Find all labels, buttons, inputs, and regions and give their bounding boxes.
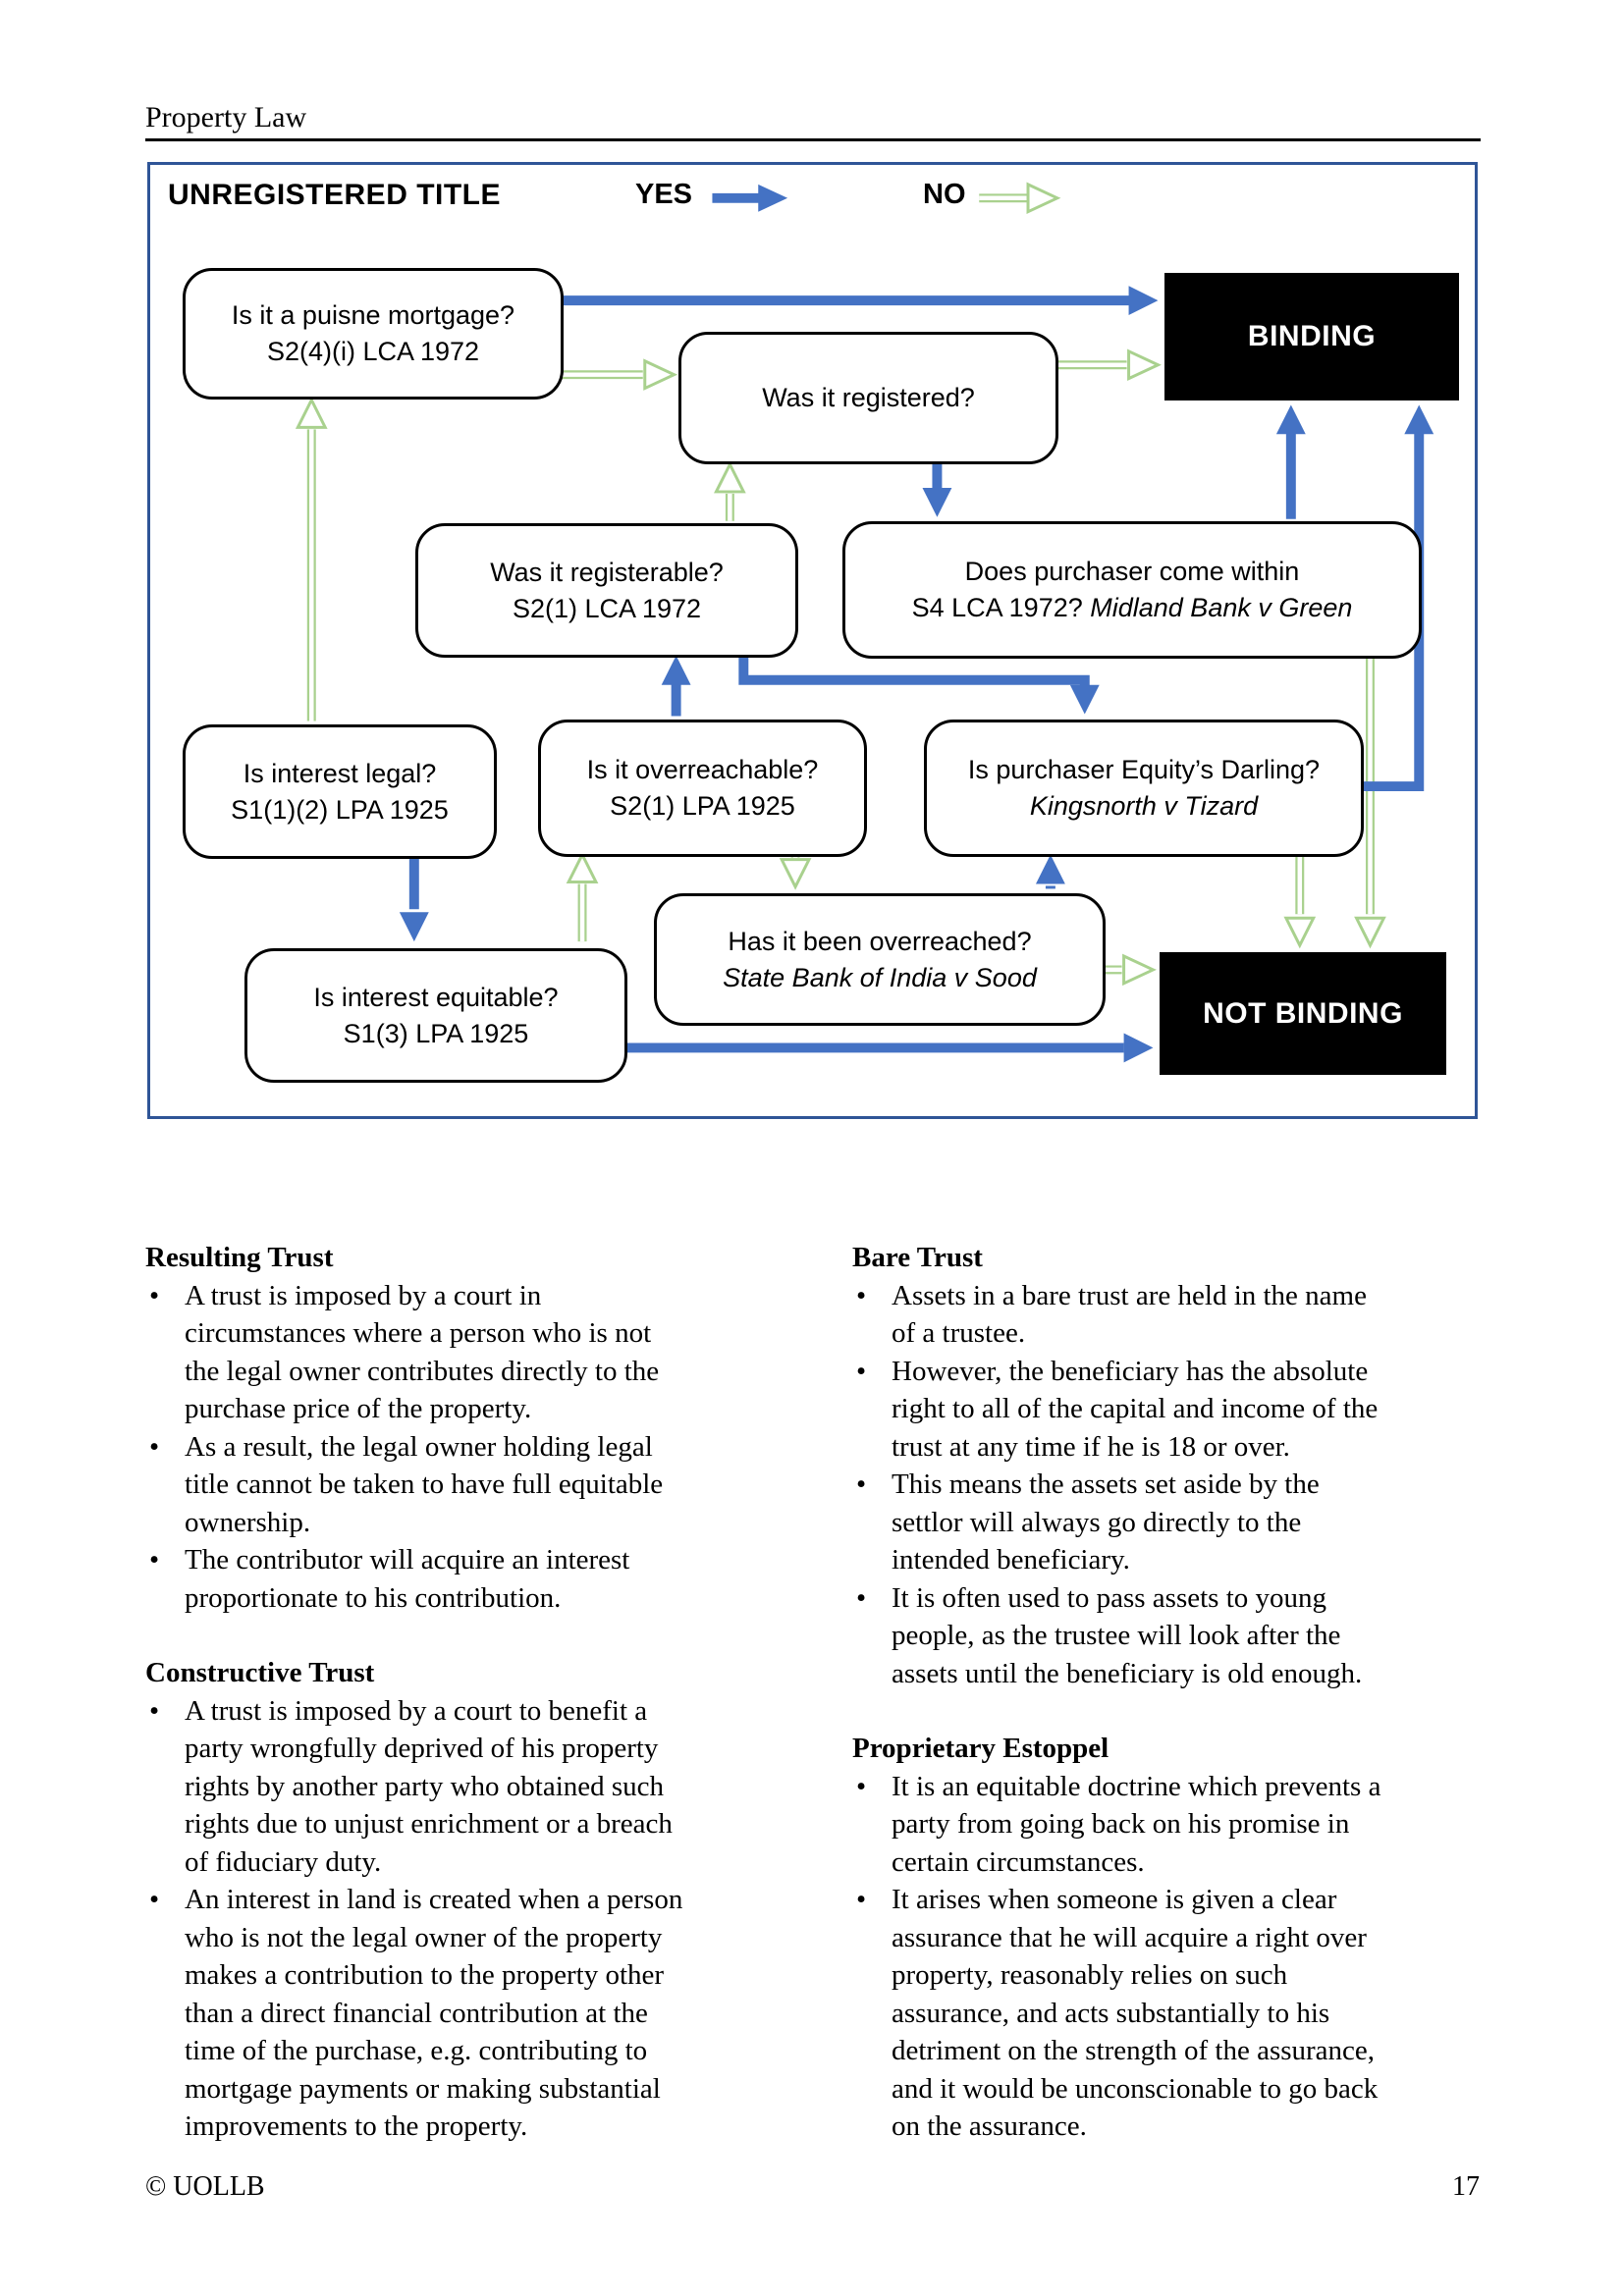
bullet-line: and it would be unconscionable to go back: [892, 2072, 1379, 2105]
bullet-line: • It is often used to pass assets to young: [892, 1581, 1327, 1614]
arrow-no-equitable-to-overreachable: [568, 855, 596, 941]
node-line1: Is interest equitable?: [313, 982, 559, 1012]
bullet-line: mortgage payments or making substantial: [185, 2072, 661, 2105]
section-title: Bare Trust: [852, 1242, 983, 1273]
chart-title: UNREGISTERED TITLE: [168, 179, 502, 211]
bullet-line: intended beneficiary.: [892, 1544, 1130, 1575]
node-line2: S4 LCA 1972? Midland Bank v Green: [911, 593, 1353, 622]
case-citation: Midland Bank v Green: [1090, 593, 1353, 622]
bullet-line: • A trust is imposed by a court to benefit a: [185, 1694, 648, 1727]
bullet-line: assurance that he will acquire a right over: [892, 1921, 1367, 1953]
bullet-line: trust at any time if he is 18 or over.: [892, 1430, 1290, 1463]
no-arrow-legend-icon: [979, 185, 1057, 212]
node-line1: Does purchaser come within: [964, 557, 1300, 586]
case-citation: Kingsnorth v Tizard: [1029, 791, 1259, 821]
bullet-line: • As a result, the legal owner holding legal: [185, 1430, 653, 1463]
node-line1: Was it registered?: [762, 383, 975, 412]
list-item: [852, 1466, 1505, 1579]
unregistered-title-flowchart: [147, 162, 1478, 1119]
node-purchaser-s4: [842, 521, 1422, 659]
bullet-line: assets until the beneficiary is old enough.: [892, 1657, 1363, 1689]
bullet-line: • The contributor will acquire an interest: [185, 1544, 630, 1575]
arrow-no-puisne-to-registered: [562, 361, 674, 389]
list-item: [145, 1428, 798, 1542]
bullet-line: proportionate to his contribution.: [185, 1581, 562, 1614]
arrow-yes-overreached-to-darling: [1036, 855, 1065, 889]
bullet-line: the legal owner contributes directly to the: [185, 1355, 660, 1387]
list-item: [852, 1768, 1505, 1882]
section-title: Constructive Trust: [145, 1657, 375, 1688]
node-line2: S2(1) LPA 1925: [610, 791, 795, 821]
bullet-line: of fiduciary duty.: [185, 1845, 382, 1878]
arrow-yes-puisne-to-binding: [562, 286, 1158, 315]
bullet-line: people, as the trustee will look after the: [892, 1620, 1341, 1651]
list-item: [852, 1881, 1505, 2146]
section-proprietary-estoppel: [852, 1730, 1505, 2146]
bullet-list: [145, 1692, 798, 2146]
section-constructive-trust: [145, 1654, 798, 2146]
node-line1: Was it registerable?: [490, 557, 724, 587]
bullet-line: • It is an equitable doctrine which prevents a: [892, 1770, 1381, 1802]
list-item: [145, 1692, 798, 1882]
page-header: Property Law: [145, 101, 307, 133]
arrow-yes-overreachable-to-registerable: [662, 656, 691, 717]
bullet-line: certain circumstances.: [892, 1845, 1145, 1878]
node-interest-legal: [183, 724, 497, 859]
arrow-no-interest-legal-to-puisne: [298, 400, 325, 721]
bullet-line: • Assets in a bare trust are held in the name: [892, 1279, 1367, 1311]
arrow-yes-interest-legal-to-equitable: [400, 855, 429, 941]
node-was-registered: [678, 332, 1058, 464]
node-overreached: [654, 893, 1106, 1026]
bullet-line: improvements to the property.: [185, 2110, 528, 2142]
bullet-line: assurance, and acts substantially to his: [892, 1997, 1330, 2029]
bullet-line: circumstances where a person who is not: [185, 1317, 652, 1349]
node-binding: [1164, 273, 1459, 400]
node-overreachable: [538, 720, 867, 857]
bullet-line: makes a contribution to the property other: [185, 1959, 665, 1991]
node-line1: Is interest legal?: [243, 758, 437, 788]
page-number: 17: [1452, 2171, 1480, 2202]
section-resulting-trust: [145, 1239, 798, 1617]
result-label: NOT BINDING: [1203, 996, 1403, 1030]
arrow-yes-equitable-to-not-binding: [625, 1034, 1154, 1063]
node-line2: S2(4)(i) LCA 1972: [266, 337, 480, 366]
bullet-line: rights by another party who obtained such: [185, 1770, 665, 1802]
bullet-line: • This means the assets set aside by the: [892, 1468, 1320, 1500]
arrow-no-registerable-to-registered: [716, 464, 743, 521]
bullet-line: property, reasonably relies on such: [892, 1959, 1288, 1991]
bullet-line: • However, the beneficiary has the absolute: [892, 1355, 1369, 1387]
list-item: [145, 1541, 798, 1617]
case-citation: State Bank of India v Sood: [723, 962, 1037, 992]
header-rule: [145, 138, 1481, 141]
bullet-line: settlor will always go directly to the: [892, 1506, 1302, 1538]
bullet-line: time of the purchase, e.g. contributing to: [185, 2035, 648, 2066]
node-interest-equitable: [244, 948, 627, 1083]
bullet-list: [145, 1277, 798, 1618]
bullet-line: than a direct financial contribution at the: [185, 1997, 648, 2029]
list-item: [852, 1277, 1505, 1353]
node-line2: S2(1) LCA 1972: [512, 593, 702, 623]
node-equitys-darling: [924, 720, 1364, 857]
bullet-list: [852, 1768, 1505, 2146]
bullet-line: on the assurance.: [892, 2110, 1087, 2142]
bullet-line: purchase price of the property.: [185, 1393, 532, 1424]
bullet-line: • An interest in land is created when a person: [185, 1884, 683, 1915]
list-item: [852, 1579, 1505, 1693]
node-line2: S1(1)(2) LPA 1925: [231, 794, 449, 825]
node-line2: S1(3) LPA 1925: [343, 1018, 529, 1048]
node-was-registerable: [415, 523, 798, 658]
node-not-binding: [1160, 952, 1446, 1075]
node-line1: Is it overreachable?: [586, 755, 819, 784]
bullet-line: who is not the legal owner of the property: [185, 1921, 663, 1953]
bullet-line: • A trust is imposed by a court in: [185, 1279, 542, 1311]
node-line1: Is purchaser Equity’s Darling?: [967, 755, 1321, 784]
bullet-line: detriment on the strength of the assurance,: [892, 2035, 1376, 2066]
list-item: [145, 1881, 798, 2146]
section-title: Proprietary Estoppel: [852, 1733, 1109, 1764]
list-item: [145, 1277, 798, 1428]
node-line1: Is it a puisne mortgage?: [231, 300, 515, 330]
section-bare-trust: [852, 1239, 1505, 1692]
legend-yes-label: YES: [635, 179, 693, 210]
text-column-right: [852, 1239, 1505, 2183]
arrow-no-overreachable-to-overreached: [782, 853, 809, 887]
arrow-no-registered-to-binding: [1055, 351, 1159, 379]
bullet-line: party from going back on his promise in: [892, 1808, 1350, 1840]
bullet-line: of a trustee.: [892, 1317, 1026, 1349]
legend-no-label: NO: [923, 179, 966, 210]
bullet-line: right to all of the capital and income of the: [892, 1393, 1379, 1424]
result-label: BINDING: [1247, 320, 1377, 352]
section-title: Resulting Trust: [145, 1242, 334, 1273]
bullet-line: title cannot be taken to have full equitable: [185, 1468, 664, 1500]
bullet-line: • It arises when someone is given a clear: [892, 1884, 1337, 1915]
footer-copyright: © UOLLB: [145, 2171, 265, 2202]
bullet-list: [852, 1277, 1505, 1693]
yes-arrow-legend-icon: [712, 185, 787, 212]
node-puisne-mortgage: [183, 268, 564, 400]
list-item: [852, 1353, 1505, 1467]
arrow-yes-registered-to-purchaser: [923, 462, 952, 517]
arrow-yes-purchaser-to-binding: [1276, 404, 1306, 518]
bullet-line: party wrongfully deprived of his property: [185, 1733, 659, 1764]
arrow-yes-registerable-to-darling: [743, 655, 1099, 715]
text-column-left: [145, 1239, 798, 2183]
node-line1: Has it been overreached?: [728, 926, 1032, 956]
bullet-line: ownership.: [185, 1506, 311, 1538]
arrow-no-overreached-to-not-binding: [1102, 956, 1154, 984]
bullet-line: rights due to unjust enrichment or a breach: [185, 1808, 673, 1840]
arrow-no-darling-to-not-binding: [1286, 853, 1314, 945]
